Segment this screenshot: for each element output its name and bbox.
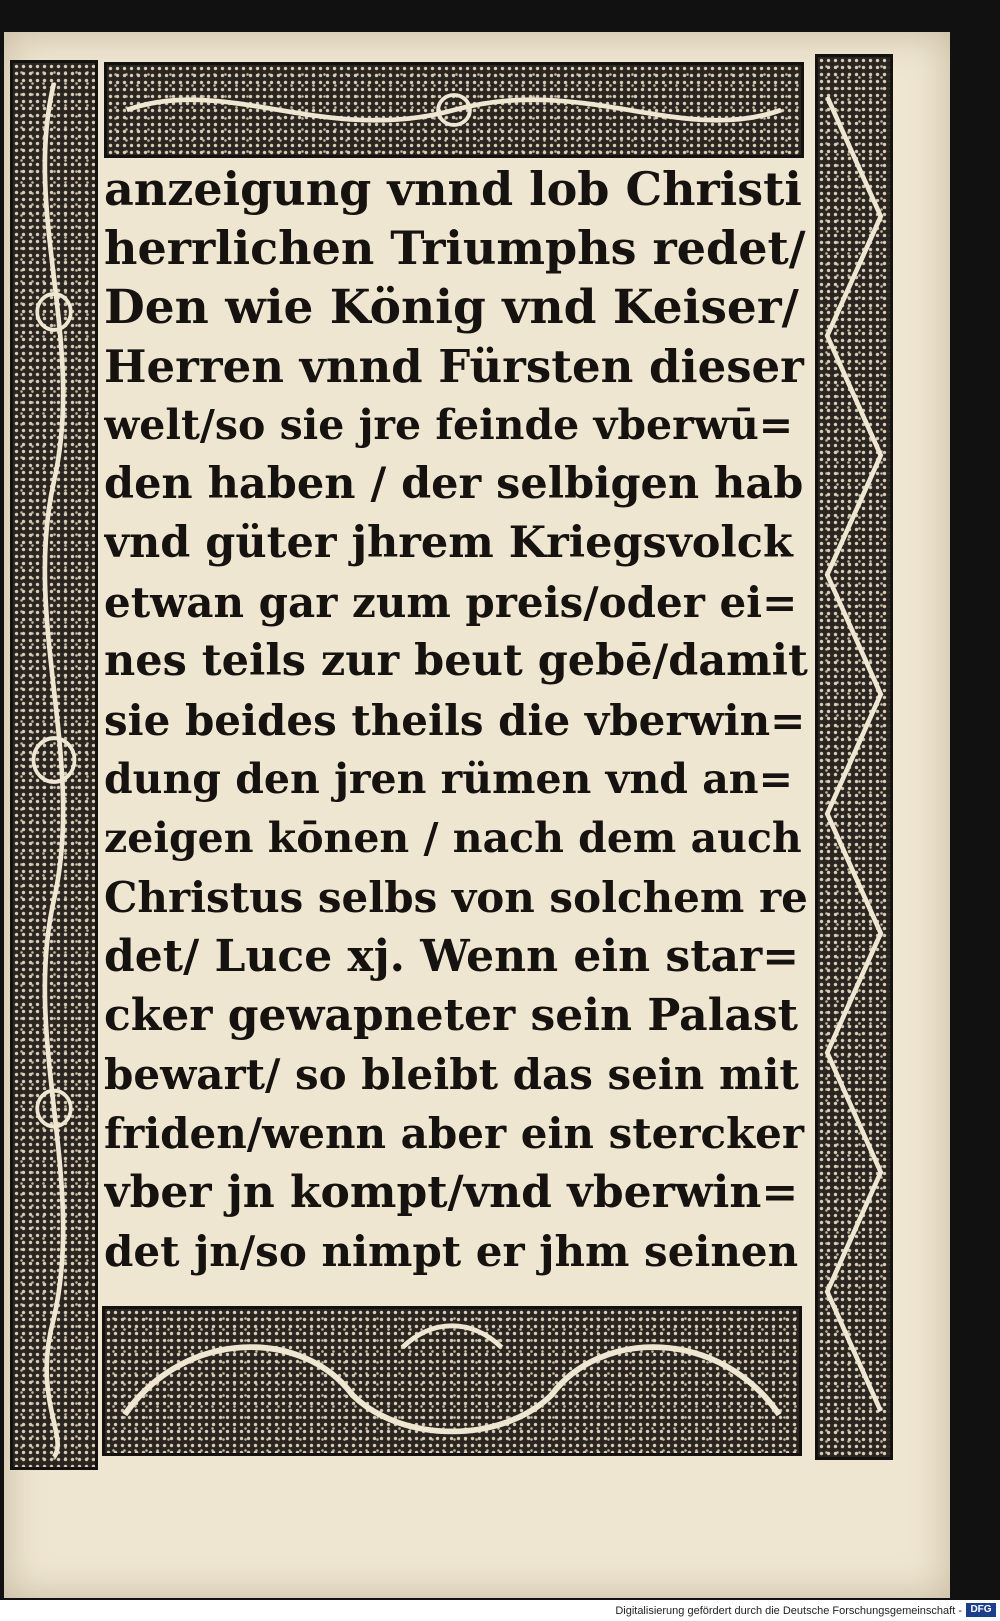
woodcut-border-right xyxy=(815,54,893,1460)
text-line: friden/wenn aber ein stercker xyxy=(104,1109,804,1158)
text-line: bewart/ so bleibt das sein mit xyxy=(104,1050,799,1099)
text-line: Herren vnnd Fürsten dieser xyxy=(104,340,804,393)
text-line: det jn/so nimpt er jhm seinen xyxy=(104,1227,799,1276)
woodcut-border-bottom xyxy=(102,1306,802,1456)
text-line: nes teils zur beut gebē/damit xyxy=(104,636,808,686)
text-line: cker gewapneter sein Palast xyxy=(104,990,799,1041)
text-line: etwan gar zum preis/oder ei= xyxy=(104,578,798,627)
text-line: Den wie König vnd Keiser/ xyxy=(104,280,799,335)
woodcut-border-top xyxy=(104,62,804,158)
funding-notice: Digitalisierung gefördert durch die Deutsche Forschungsgemeinschaft - xyxy=(615,1605,962,1617)
text-line: den haben / der selbigen hab xyxy=(104,459,804,509)
text-line: zeigen kōnen / nach dem auch xyxy=(104,814,802,862)
text-line: vber jn kompt/vnd vberwin= xyxy=(104,1167,799,1218)
woodcut-border-left xyxy=(10,60,98,1470)
digitization-footer xyxy=(0,1600,1000,1621)
text-line: vnd güter jhrem Kriegsvolck xyxy=(104,518,793,568)
text-line: det/ Luce xj. Wenn ein star= xyxy=(104,931,800,982)
text-line: Christus selbs von solchem re xyxy=(104,873,808,922)
text-line: dung den jren rümen vnd an= xyxy=(104,755,793,803)
page-text xyxy=(104,160,808,1300)
text-line: welt/so sie jre feinde vberwū= xyxy=(104,401,794,449)
text-line: herrlichen Triumphs redet/ xyxy=(104,221,806,275)
text-line: anzeigung vnnd lob Christi xyxy=(104,162,802,216)
text-line: sie beides theils die vberwin= xyxy=(104,696,806,745)
dfg-logo: DFG xyxy=(966,1603,996,1617)
